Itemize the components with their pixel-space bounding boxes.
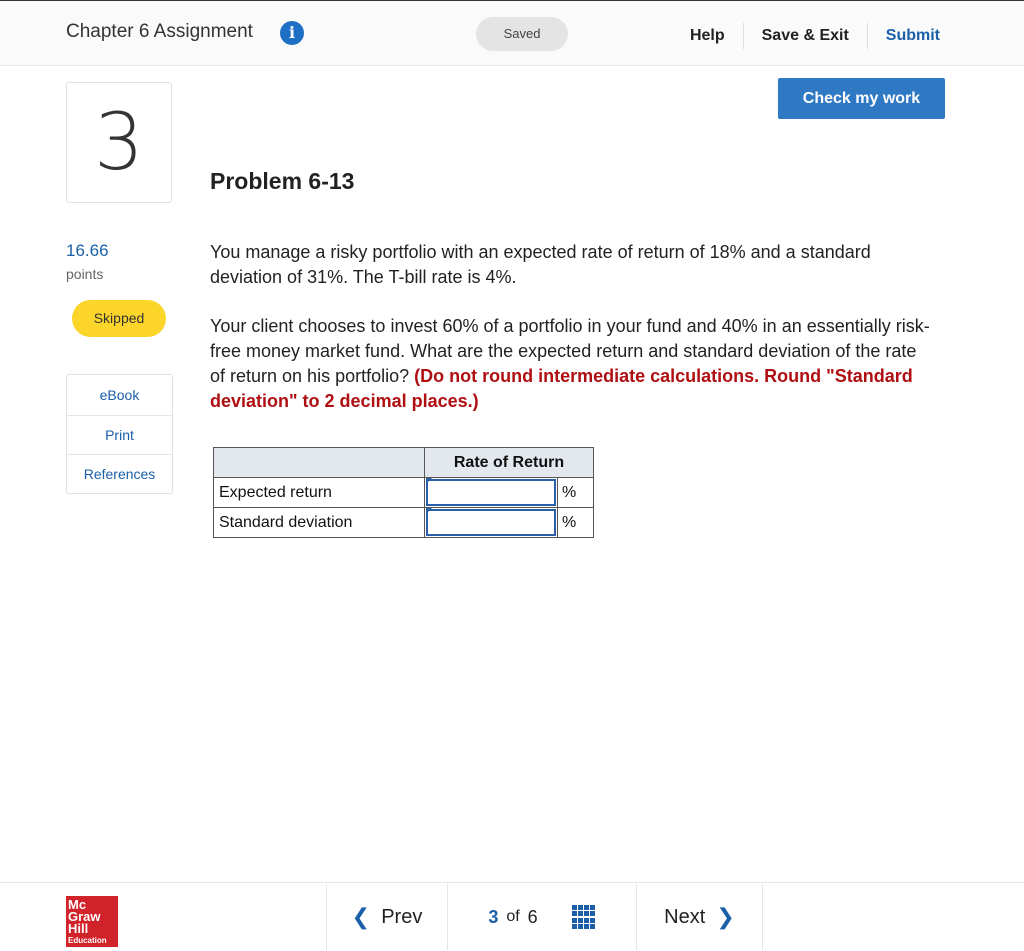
- logo-line: Graw: [68, 909, 101, 924]
- expected-return-cell: [425, 478, 558, 508]
- next-button[interactable]: [636, 884, 763, 950]
- expected-return-label: Expected return: [214, 478, 425, 508]
- problem-statement: You manage a risky portfolio with an expected rate of return of 18% and a standard deviation of 31%. The T-bill rate is 4%.: [210, 242, 871, 287]
- percent-unit: %: [558, 478, 594, 508]
- ebook-link[interactable]: eBook: [67, 375, 172, 416]
- percent-unit: %: [558, 508, 594, 538]
- points-label: points: [66, 266, 104, 282]
- logo-line: Hill: [68, 921, 89, 936]
- rounding-instruction: (Do not round intermediate calculations. Round "Standard deviation" to 2 decimal places.): [210, 366, 913, 411]
- grid-icon[interactable]: [572, 905, 596, 929]
- problem-question: [210, 314, 930, 414]
- question-number: 3: [66, 82, 172, 203]
- standard-deviation-cell: [425, 508, 558, 538]
- next-label: Next: [664, 905, 706, 928]
- current-page: 3: [488, 906, 499, 927]
- pager: [326, 884, 763, 950]
- check-my-work-button[interactable]: Check my work: [778, 78, 945, 119]
- standard-deviation-wrap: [425, 508, 557, 537]
- top-nav: [672, 23, 940, 49]
- prev-label: Prev: [381, 905, 423, 928]
- logo-line: Mc: [68, 897, 87, 912]
- table-row: [214, 508, 594, 538]
- save-exit-link[interactable]: Save & Exit: [761, 27, 849, 44]
- saved-status: Saved: [476, 17, 568, 51]
- submit-link[interactable]: Submit: [885, 27, 940, 44]
- expected-return-input[interactable]: [426, 479, 556, 506]
- prev-button[interactable]: [326, 884, 447, 950]
- info-icon[interactable]: i: [280, 21, 304, 45]
- points-value: 16.66: [66, 241, 109, 260]
- rate-of-return-header: Rate of Return: [425, 448, 594, 478]
- table-row: [214, 478, 594, 508]
- question-text: Your client chooses to invest 60% of a portfolio in your fund and 40% in an essentially risk-free money market fund. What are the expected return and standard deviation of the rate of return on his portfolio?: [210, 316, 930, 386]
- question-picker[interactable]: [447, 884, 636, 950]
- assignment-title: Chapter 6 Assignment: [66, 21, 253, 42]
- answer-table: [213, 447, 594, 538]
- top-bar: [0, 0, 1024, 66]
- table-header-blank: [214, 448, 425, 478]
- input-flag-icon: [426, 478, 432, 484]
- logo-line: Education: [68, 936, 107, 945]
- print-link[interactable]: Print: [67, 416, 172, 455]
- resources-panel: [66, 374, 173, 494]
- of-label: of: [506, 908, 520, 925]
- mcgraw-hill-logo: [66, 896, 118, 947]
- standard-deviation-label: Standard deviation: [214, 508, 425, 538]
- references-link[interactable]: References: [83, 466, 156, 482]
- status-badge: Skipped: [72, 300, 166, 337]
- chevron-right-icon: ❯: [716, 904, 735, 929]
- chevron-left-icon: ❮: [351, 904, 371, 929]
- total-pages: 6: [527, 906, 538, 927]
- expected-return-wrap: [425, 478, 557, 507]
- input-flag-icon: [426, 508, 432, 514]
- problem-title: Problem 6-13: [210, 168, 355, 194]
- help-link[interactable]: Help: [689, 27, 725, 44]
- standard-deviation-input[interactable]: [426, 509, 556, 536]
- table-header-row: [214, 448, 594, 478]
